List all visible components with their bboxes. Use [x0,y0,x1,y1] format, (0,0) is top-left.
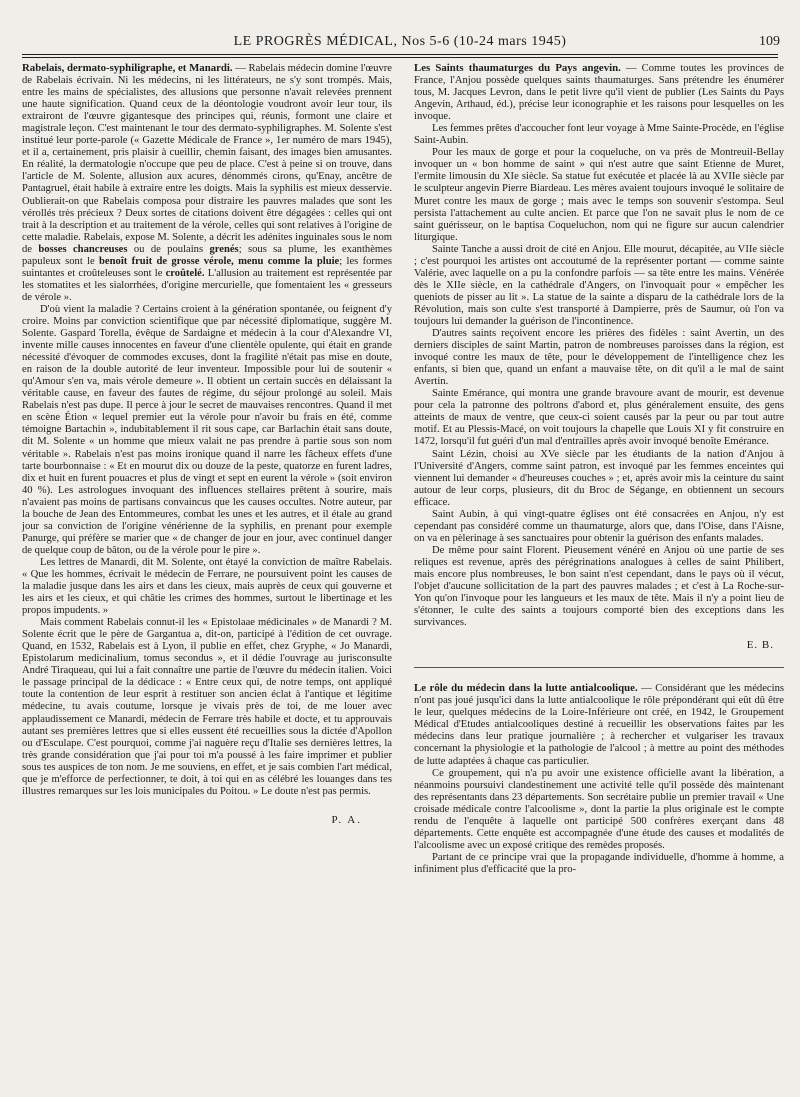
signature-pa: P. A. [331,813,362,826]
paragraph: Partant de ce principe vrai que la propagande individuelle, d'homme à homme, a infiniment plus d'efficacité que la pro- [414,851,784,875]
paragraph-fragment: ou de poulains [133,243,204,255]
article-title-rabelais: Rabelais, dermato-syphiligraphe, et Manardi. [22,62,233,74]
bold-term: croûtelé. [165,267,205,279]
paragraph: Saint Aubin, à qui vingt-quatre églises ont été consacrées en Anjou, n'y est cependant pas considéré comme un thaumaturge, alors que, dans l'Oise, dans l'Aisne, on va en pèlerinage à ses sanctuaires pour obtenir la guérison des enfants malades. [414,508,784,544]
paragraph: D'où vient la maladie ? Certains croient à la génération spontanée, ou feignent d'y croire. Moins par conviction scientifique que par nécessité diplomatique, suggère M. Solente. Gaspard Torella, évêque de Sardaigne et médecin à la cour d'Alexandre VI, invente mille causes innocentes en faveur d'une clientèle opulente, qui était en grande nécessité d'évoquer de commodes excuses, dont la fragilité n'était pas mise en doute, en raison de la double autorité de leur inventeur. Impossible pour lui de soutenir « qu'Amour s'en va, mais vérole demeure ». Il obtient un certain succès en délaissant la véritable cause, en faveur des fautes de régime, du séjour prolongé au soleil. Mais Rabelais n'est pas dupe. Il perce à jour le secret de mauvaises rencontres. Quand il met en scène Étion « lequel premier eut la vérole pour n'avoir bu frais en été, comme témoigne Bartachin », indubitablement il rit sous cape, car Barlachin était sans doute, dit M. Solente « un homme que mieux valait ne pas prendre à partie sous son nom véritable ». Rabelais n'est pas moins ironique quand il narre les fâcheux effets d'une tarte bourbonnaise : « Et en mourut dix ou douze de la peste, quatorze en furent ladres, dix et huit en furent pouacres et plus de vingt et sept en eurent la vérole » (soit environ 40 %). Les astrologues invoquant des influences stellaires prêtent à sourire, mais n'avaient pas moins de partisans convaincus que les causes occultes. Notre auteur, par la bouche de Jean des Entommeures, combat les unes et les autres, et il étale au grand jour sa conviction de l'origine vénérienne de la syphilis, en prenant pour exemple Panurge, qui préfère se marier que « de changer de jour en jour, avec continuel danger de quelque coup de bâton, ou de la vérole pour le pire ». [22,303,392,556]
journal-title: LE PROGRÈS MÉDICAL, Nos 5-6 (10-24 mars 1945) [233,34,567,49]
article-title-saints: Les Saints thaumaturges du Pays angevin. [414,62,621,74]
paragraph: Sainte Emérance, qui montra une grande bravoure avant de mourir, est devenue pour cela la patronne des poltrons d'abord et, plus généralement ensuite, des gens atteints de maux de ventre, que ceux-ci soient causés par la peur ou par tout autre motif. Et au Plessis-Macé, on voit toujours la chapelle que Louis XI y fit construire en 1472, lorsqu'il fut guéri d'un mal d'entrailles après avoir invoqué benoîte Emérance. [414,388,784,448]
paragraph: Ce groupement, qui n'a pu avoir une existence officielle avant la libération, a néanmoins poursuivi clandestinement une activité telle qu'il possède dès maintenant des représentants dans 23 départements. Son secrétaire publie un premier travail « Une croisade médicale contre l'alcoolisme », dont la partie la plus originale est le compte rendu de l'enquête à laquelle ont participé 500 confrères exerçant dans 48 départements. Cette enquête est accompagnée d'une étude des causes et modalités de l'alcoolisme avec un exposé critique des remèdes proposés. [414,767,784,851]
paragraph: — Rabelais médecin domine l'œuvre de Rabelais écrivain. Ni les médecins, ni les littérateurs, ne s'y sont trompés. Mais, entre les mains de spécialistes, des allusions que personne n'avait relevées prennent une haute signification. Quand ceux de la déontologie voudront avoir leur tour, ils extrairont de l'œuvre gigantesque des principes qui, réunis, formont une claire et magistrale leçon. C'est maintenant le tour des dermato-syphiligraphes. M. Solente s'est institué leur porte-parole (« Gazette Médicale de France », 1er numéro de mars 1945), et il a, certainement, pris plaisir à cueillir, chemin faisant, des images bien amusantes. En réalité, la dermatologie n'occupe que peu de place. C'est à peine si on trouve, dans l'article de M. Solente, allusion aux acures, dénommés cirons, qu'Enay, ancêtre de Pantagruel, était habile à extraire entre les doigts. Mais la syphilis est mieux desservie. Oublierait-on que Rabelais composa pour distraire les pauvres malades que sont les vérollés très précieux ? Deux sortes de citations doivent être dégagées : celles qui ont trait à la description et au traitement de la vérole, celles qui sont relatives à l'origine de cette maladie. Rabelais, expose M. Solente, a décrit les adénites inguinales sous le nom de [22,63,392,255]
article-separator [414,667,784,668]
paragraph: Les femmes prêtes d'accoucher font leur voyage à Mme Sainte-Procède, en l'église Saint-Aubin. [414,123,784,147]
paragraph: Pour les maux de gorge et pour la coqueluche, on va près de Montreuil-Bellay invoquer un « bon homme de saint » qui n'est autre que saint Etienne de Muret, l'ermite limousin du XIe siècle. Sa statue fut exécutée et placée là au XVIIe siècle par le sculpteur angevin Pierre Biardeau. Les mères avaient toujours invoqué le solitaire de Muret contre les maux de gorge ; mais avec le temps son souvenir s'estompa. Seul persista l'attachement au culte ancien. Et parce que l'on ne savait plus le nom de ce saint guérisseur, on le baptisa Coqueluchon, nom qui ne figure sur aucun calendrier liturgique. [414,147,784,243]
paragraph: — Considérant que les médecins n'ont pas joué jusqu'ici dans la lutte antialcoolique le rôle prépondérant qui eût dû être le leur, quelques médecins de la Loire-Inférieure ont créé, en 1942, le Groupement Médical d'Etudes antialcooliques destiné à recueillir les observations faites par les médecins dans leur pratique journalière ; à rechercher et vulgariser les travaux concernant la physiologie et la pathologie de l'alcool ; à mettre au point des méthodes de lutte adaptées à chaque cas particulier. [414,683,784,767]
signature-eb: E. B. [746,639,774,652]
paragraph: De même pour saint Florent. Pieusement vénéré en Anjou où une partie de ses reliques est revenue, après des pérégrinations analogues à celles de saint Philibert, mais encore plus nombreuses, le bon saint n'est cependant, dans le pays où il vécut, l'objet d'aucune sollicitation de la part des pauvres malades ; et c'est à La Roche-sur-Yon qu'on l'invoque pour les langueurs et les maux de tête. Mais il n'y a point lieu de s'étonner, le culte des saints a toujours comporté bien des exceptions dans les survivances. [414,544,784,629]
paragraph-fragment: ; les formes suintantes et croûteleuses sont le [22,255,392,279]
paragraph: D'autres saints reçoivent encore les prières des fidèles : saint Avertin, un des derniers disciples de saint Martin, patron de nombreuses paroisses dans la région, est invoqué contre les maux de tête, pour le développement de l'intelligence chez les enfants, si bien que, quand un enfant a mauvaise tête, on dit qu'il a le mal de saint Avertin. [414,328,784,388]
left-column [22,62,392,826]
running-head [20,28,780,50]
paragraph: Mais comment Rabelais connut-il les « Epistolaae médicinales » de Manardi ? M. Solente écrit que le père de Gargantua a, dit-on, participé à l'édition de cet ouvrage. Quand, en 1532, Rabelais est à Lyon, il publie en effet, chez Gryphe, « Jo Manardi, Epistolarum medicinalium, tomus secondus », et il dédie l'ouvrage au jurisconsulte André Tiraqueau, qui lui a fait connaître une partie de l'œuvre du médecin italien. Voici le passage principal de la dédicace : « Entre ceux qui, de notre temps, ont appliqué toute la contention de leur esprit à restituer son ancien éclat à l'antique et légitime médecine, tu avais coutume, lorsque je vivais près de toi, de me louer avec applaudissement ce Manardi, médecin de Ferrare très habile et docte, et tu approuvais autant ses premières lettres que si elles eussent été recueillies sous la dictée d'Apollon ou d'Esculape. C'est pourquoi, comme j'ai naguère reçu d'Italie ses dernières lettres, la très grande considération que j'ai pour toi m'a poussé à les faire imprimer et publier sous tes auspices de ton nom. Je me souviens, en effet, et je sais combien l'art médical, que je m'efforce de perfectionner, te doit, à toi qui en as célébré les louanges dans tes illustres remarques sur les lois municipales du Poitou. » Le doute n'est pas permis. [22,617,392,797]
right-column [414,62,784,876]
article-title-alcool: Le rôle du médecin dans la lutte antialcoolique. [414,682,638,695]
header-rule [22,54,778,58]
paragraph: Les lettres de Manardi, dit M. Solente, ont étayé la conviction de maître Rabelais. « Que les hommes, écrivait le médecin de Ferrare, ne poursuivent point les causes de la maladie jusque dans les airs et dans les cieux, mais auprès de ceux qui gouverne et les airs et les cieux, et qui châtie les crimes des hommes, surtout le libertinage et les propos impudents. » [22,556,392,617]
bold-term: benoît fruit de grosse vérole, menu comme la pluie [99,255,340,267]
bold-term: grenés [209,243,239,255]
paragraph-fragment: ; sous sa plume, les exanthèmes papuleux sont le [22,243,392,267]
bold-term: bosses chancreuses [38,243,128,255]
paragraph: Saint Lézin, choisi au XVe siècle par les étudiants de la nation d'Anjou à l'Université d'Angers, comme saint patron, est invoqué par les femmes enceintes qui viennent lui demander « d'heureuses couches » ; et, après avoir mis la ceinture du saint autour de leur corps, plusieurs, dit du Broc de Ségange, en obtiennent un secours efficace. [414,448,784,508]
paragraph-fragment: L'allusion au traitement est représentée par les stomatites et les sialorrhées, d'origine mercurielle, que fomentaient les « gresseurs de vérole ». [22,267,392,303]
paragraph: Sainte Tanche a aussi droit de cité en Anjou. Elle mourut, décapitée, au VIIe siècle ; c'est pourquoi les artistes ont accoutumé de la représenter portant — comme sainte Valérie, avec laquelle on a pu la confondre parfois — sa tête entre les mains. Vénérée dès le XIIe siècle, en la cathédrale d'Angers, on l'invoquait pour « empêcher les queniots de pisser au lit ». La statue de la sainte a disparu de la cathédrale lors de la Révolution, mais son culte s'est transporté à Dampierre, près de Saumur, où l'on va toujours lui demander la guérison de l'incontinence. [414,243,784,327]
page-number: 109 [759,34,780,49]
paragraph: — Comme toutes les provinces de France, l'Anjou possède quelques saints thaumaturges. Sans prétendre les énumérer tous, M. Jacques Levron, dans le petit livre qu'il vient de publier (Les Saints du Pays Angevin, Arthaud, éd.), précise leur iconographie et les raisons pour lesquelles on les invoque. [414,63,784,123]
